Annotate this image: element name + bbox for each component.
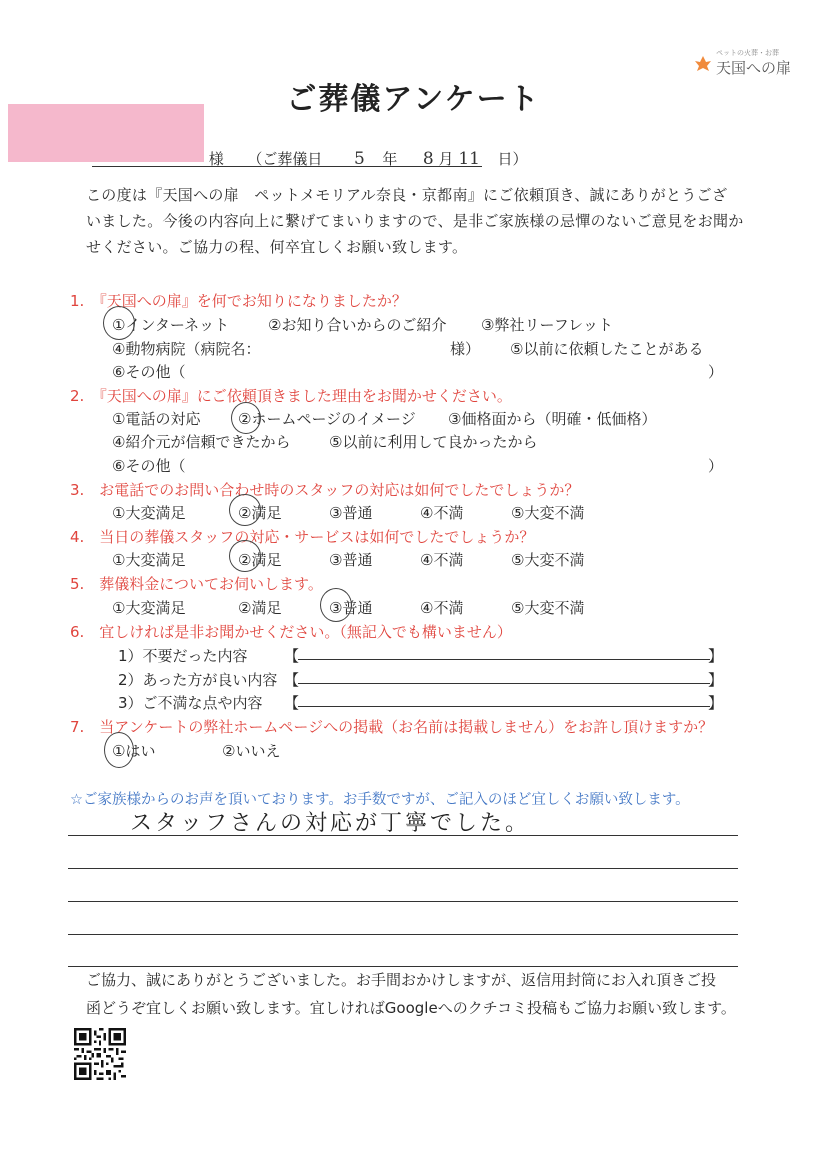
q3-selection-circle <box>229 494 261 526</box>
q6-item-label: 1）不要だった内容 <box>118 647 248 665</box>
q1-option-2[interactable]: ②お知り合いからのご紹介 <box>268 316 447 334</box>
q1-option-4[interactable]: ④動物病院（病院名： <box>112 340 261 358</box>
closing-line: ご協力、誠にありがとうございました。お手間おかけしますが、返信用封筒にお入れ頂きご投 <box>86 971 717 989</box>
q2-option-6-close: ） <box>708 457 724 475</box>
writing-line <box>68 835 738 836</box>
q1-option-6-close: ） <box>708 363 724 381</box>
year-value: 5 <box>353 149 365 169</box>
q6-answer-field[interactable] <box>298 692 710 707</box>
intro-line: この度は『天国への扉 ペットメモリアル奈良・京都南』にご依頼頂き、誠にありがとうござ <box>86 186 728 204</box>
q5-selection-circle <box>320 588 352 622</box>
question-5-label: 5. 葬儀料金についてお伺いします。 <box>70 575 323 593</box>
q2-option-2[interactable]: ②ホームページのイメージ <box>238 410 416 428</box>
q6-bracket-open: 【 <box>284 671 300 689</box>
question-1-label: 1. 『天国への扉』を何でお知りになりましたか？ <box>70 292 407 310</box>
question-2-label: 2. 『天国への扉』にご依頼頂きました理由をお聞かせください。 <box>70 387 512 405</box>
q4-option-5[interactable]: ⑤大変不満 <box>511 551 585 569</box>
intro-line: せください。ご協力の程、何卒宜しくお願い致します。 <box>86 238 468 256</box>
logo-name: 天国への扉 <box>716 59 792 77</box>
honorific: 様 <box>208 150 224 168</box>
q6-bracket-open: 【 <box>284 694 300 712</box>
q6-item-label: 3）ご不満な点や内容 <box>118 694 263 712</box>
logo-flower-icon <box>694 54 712 72</box>
name-underline <box>92 166 482 167</box>
intro-line: いました。今後の内容向上に繋げてまいりますので、是非ご家族様の忌憚のないご意見をお聞か <box>86 212 744 230</box>
year-label: 年 <box>382 150 398 168</box>
q2-option-5[interactable]: ⑤以前に利用して良かったから <box>329 433 538 451</box>
q4-option-3[interactable]: ③普通 <box>329 551 373 569</box>
q6-item-label: 2）あった方が良い内容 <box>118 671 278 689</box>
date-prefix: （ご葬儀日 <box>247 150 323 168</box>
q7-selection-circle <box>104 732 134 768</box>
q6-bracket-close: 】 <box>708 694 724 712</box>
q2-option-4[interactable]: ④紹介元が信頼できたから <box>112 433 291 451</box>
q4-option-4[interactable]: ④不満 <box>420 551 464 569</box>
q3-option-4[interactable]: ④不満 <box>420 504 464 522</box>
closing-line: 函どうぞ宜しくお願い致します。宜しければGoogleへのクチコミ投稿もご協力お願い致します。 <box>86 999 736 1017</box>
q2-option-6[interactable]: ⑥その他（ <box>112 457 186 475</box>
logo-tagline: ペットの火葬・お葬 <box>716 49 779 57</box>
month-value: 8 <box>422 149 434 169</box>
question-3-label: 3. お電話でのお問い合わせ時のスタッフの対応は如何でしたでしょうか？ <box>70 481 580 499</box>
writing-line <box>68 934 738 935</box>
q2-option-1[interactable]: ①電話の対応 <box>112 410 201 428</box>
q7-option-1[interactable]: ①はい <box>112 742 156 760</box>
writing-line <box>68 901 738 902</box>
handwritten-message: スタッフさんの対応が丁寧でした。 <box>130 811 531 836</box>
q1-option-1[interactable]: ①インターネット <box>112 316 230 334</box>
q3-option-2[interactable]: ②満足 <box>238 504 282 522</box>
q1-option-5[interactable]: ⑤以前に依頼したことがある <box>510 340 704 358</box>
q5-option-3[interactable]: ③普通 <box>329 599 373 617</box>
q2-selection-circle <box>231 402 261 434</box>
q3-option-3[interactable]: ③普通 <box>329 504 373 522</box>
q4-selection-circle <box>229 540 261 572</box>
day-value: 11 <box>458 149 480 169</box>
intro-paragraph <box>86 182 746 260</box>
message-heading: ☆ご家族様からのお声を頂いております。お手数ですが、ご記入のほど宜しくお願い致します。 <box>70 792 690 808</box>
q5-option-1[interactable]: ①大変満足 <box>112 599 186 617</box>
q3-option-5[interactable]: ⑤大変不満 <box>511 504 585 522</box>
q3-option-1[interactable]: ①大変満足 <box>112 504 186 522</box>
page-title: ご葬儀アンケート <box>286 82 541 117</box>
q6-bracket-close: 】 <box>708 647 724 665</box>
q1-selection-circle <box>103 306 135 340</box>
writing-line <box>68 868 738 869</box>
q4-option-1[interactable]: ①大変満足 <box>112 551 186 569</box>
q6-answer-field[interactable] <box>298 669 710 684</box>
question-4-label: 4. 当日の葬儀スタッフの対応・サービスは如何でしたでしょうか？ <box>70 528 535 546</box>
q2-option-3[interactable]: ③価格面から（明確・低価格） <box>448 410 657 428</box>
month-label: 月 <box>438 150 454 168</box>
q6-bracket-open: 【 <box>284 647 300 665</box>
q5-option-5[interactable]: ⑤大変不満 <box>511 599 585 617</box>
closing-paragraph <box>86 966 746 1022</box>
q6-bracket-close: 】 <box>708 671 724 689</box>
question-6-label: 6. 宜しければ是非お聞かせください。（無記入でも構いません） <box>70 623 512 641</box>
q5-option-4[interactable]: ④不満 <box>420 599 464 617</box>
q7-option-2[interactable]: ②いいえ <box>222 742 281 760</box>
qr-code[interactable] <box>74 1028 126 1080</box>
q1-option-4-suffix: 様） <box>450 340 481 358</box>
q1-option-3[interactable]: ③弊社リーフレット <box>481 316 613 334</box>
q5-option-2[interactable]: ②満足 <box>238 599 282 617</box>
q4-option-2[interactable]: ②満足 <box>238 551 282 569</box>
question-7-label: 7. 当アンケートの弊社ホームページへの掲載（お名前は掲載しません）をお許し頂けますか？ <box>70 718 714 736</box>
q1-option-6[interactable]: ⑥その他（ <box>112 363 186 381</box>
q6-answer-field[interactable] <box>298 645 710 660</box>
day-label: 日） <box>497 150 528 168</box>
